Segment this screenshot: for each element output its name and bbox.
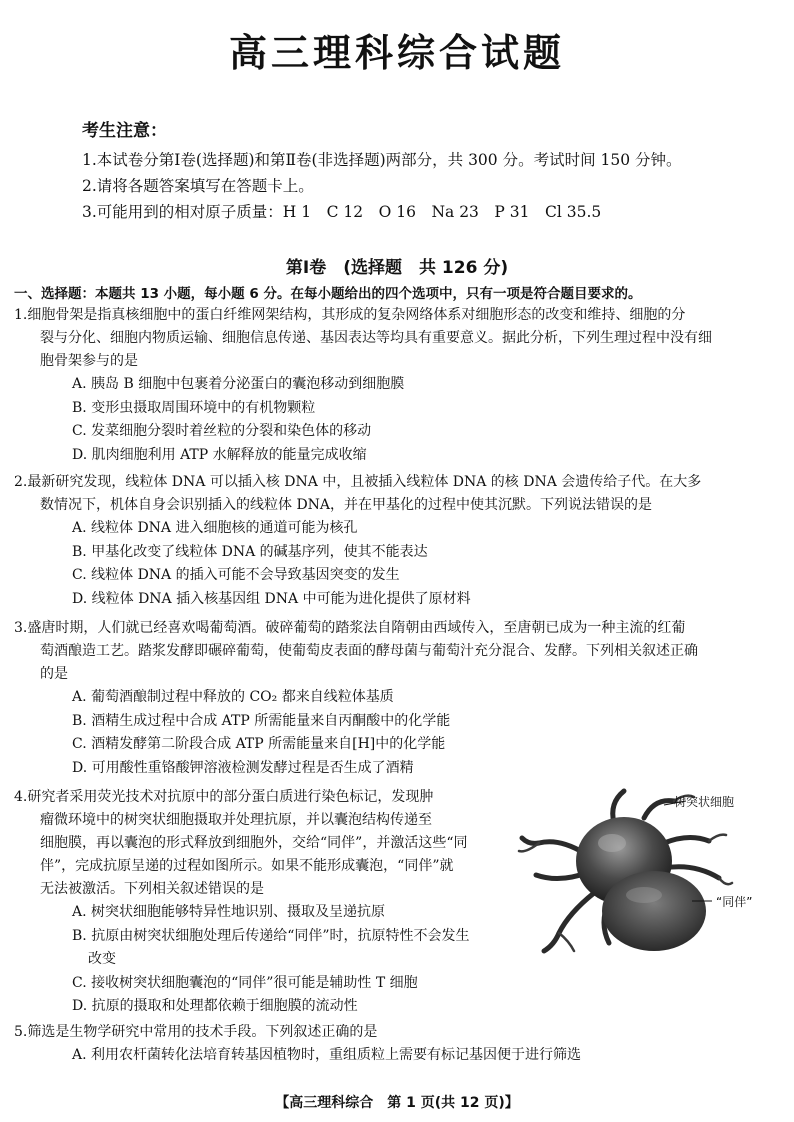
question-stem: 1.细胞骨架是指真核细胞中的蛋白纤维网架结构，其形成的复杂网络体系对细胞形态的改变和维持、细胞的分 xyxy=(14,307,686,323)
question-stem: 无法被激活。下列相关叙述错误的是 xyxy=(40,881,264,897)
question-2 xyxy=(14,471,780,611)
notice-heading: 考生注意： xyxy=(82,121,167,141)
option-a: A. 葡萄酒酿制过程中释放的 CO₂ 都来自线粒体基质 xyxy=(72,689,394,705)
figure-label-dendritic-cell: 树突状细胞 xyxy=(674,795,735,809)
question-4 xyxy=(14,786,504,1019)
question-stem: 细胞膜，再以囊泡的形式释放到细胞外，交给“同伴”，并激活这些“同 xyxy=(40,835,468,851)
page-title: 高三理科综合试题 xyxy=(228,31,565,75)
question-stem: 数情况下，机体自身会识别插入的线粒体 DNA，并在甲基化的过程中使其沉默。下列说法错误的是 xyxy=(40,497,653,513)
notice-block xyxy=(82,116,782,225)
option-b-continued: 改变 xyxy=(88,951,116,967)
question-stem: 瘤微环境中的树突状细胞摄取并处理抗原，并以囊泡结构传递至 xyxy=(40,812,432,828)
notice-item: 3.可能用到的相对原子质量：H 1 C 12 O 16 Na 23 P 31 Cl 35.5 xyxy=(82,203,602,221)
option-c: C. 线粒体 DNA 的插入可能不会导致基因突变的发生 xyxy=(72,567,400,583)
question-stem: 3.盛唐时期，人们就已经喜欢喝葡萄酒。破碎葡萄的踏浆法自隋朝由西域传入，至唐朝已成为一种主流的红葡 xyxy=(14,620,686,636)
figure-label-partner: “同伴” xyxy=(716,895,753,909)
option-b: B. 变形虫摄取周围环境中的有机物颗粒 xyxy=(72,399,316,416)
dendritic-cell-figure xyxy=(514,783,753,958)
question-5 xyxy=(14,1021,780,1068)
option-a: A. 利用农杆菌转化法培育转基因植物时，重组质粒上需要有标记基因便于进行筛选 xyxy=(72,1047,582,1063)
option-c: C. 接收树突状细胞囊泡的“同伴”很可能是辅助性 T 细胞 xyxy=(72,974,418,991)
option-c: C. 发菜细胞分裂时着丝粒的分裂和染色体的移动 xyxy=(72,423,372,439)
question-stem: 萄酒酿造工艺。踏浆发酵即碾碎葡萄，使葡萄皮表面的酵母菌与葡萄汁充分混合、发酵。下列相关叙述正确 xyxy=(40,643,698,659)
question-stem: 的是 xyxy=(40,666,68,682)
question-stem: 胞骨架参与的是 xyxy=(40,353,138,369)
option-a: A. 线粒体 DNA 进入细胞核的通道可能为核孔 xyxy=(72,520,358,536)
option-b: B. 甲基化改变了线粒体 DNA 的碱基序列，使其不能表达 xyxy=(72,543,428,560)
question-stem: 4.研究者采用荧光技术对抗原中的部分蛋白质进行染色标记，发现肿 xyxy=(14,789,434,805)
notice-item: 2.请将各题答案填写在答题卡上。 xyxy=(82,177,314,195)
option-b: B. 抗原由树突状细胞处理后传递给“同伴”时，抗原特性不会发生 xyxy=(72,927,470,944)
question-stem: 裂与分化、细胞内物质运输、细胞信息传递、基因表达等均具有重要意义。据此分析，下列生理过程中没有细 xyxy=(40,330,712,346)
question-stem: 伴”，完成抗原呈递的过程如图所示。如果不能形成囊泡，“同伴”就 xyxy=(40,858,454,874)
option-d: D. 线粒体 DNA 插入核基因组 DNA 中可能为进化提供了原材料 xyxy=(72,590,471,607)
option-a: A. 树突状细胞能够特异性地识别、摄取及呈递抗原 xyxy=(72,904,386,920)
option-d: D. 抗原的摄取和处理都依赖于细胞膜的流动性 xyxy=(72,998,358,1014)
option-d: D. 可用酸性重铬酸钾溶液检测发酵过程是否生成了酒精 xyxy=(72,759,414,776)
page-footer: 【高三理科综合 第 1 页(共 12 页)】 xyxy=(275,1095,519,1111)
question-3 xyxy=(14,617,780,780)
section-title: 第Ⅰ卷 (选择题 共 126 分) xyxy=(285,258,509,278)
option-d: D. 肌肉细胞利用 ATP 水解释放的能量完成收缩 xyxy=(72,446,367,463)
question-stem: 5.筛选是生物学研究中常用的技术手段。下列叙述正确的是 xyxy=(14,1024,378,1040)
question-stem: 2.最新研究发现，线粒体 DNA 可以插入核 DNA 中，且被插入线粒体 DNA 的核 DNA 会遗传给子代。在大多 xyxy=(14,474,702,490)
question-1 xyxy=(14,304,780,467)
section-instruction: 一、选择题：本题共 13 小题，每小题 6 分。在每小题给出的四个选项中，只有一项是符合题目要求的。 xyxy=(14,286,642,302)
option-b: B. 酒精生成过程中合成 ATP 所需能量来自丙酮酸中的化学能 xyxy=(72,712,451,729)
option-c: C. 酒精发酵第二阶段合成 ATP 所需能量来自[H]中的化学能 xyxy=(72,736,446,752)
notice-item: 1.本试卷分第Ⅰ卷(选择题)和第Ⅱ卷(非选择题)两部分，共 300 分。考试时间 150 分钟。 xyxy=(82,151,682,169)
option-a: A. 胰岛 B 细胞中包裹着分泌蛋白的囊泡移动到细胞膜 xyxy=(72,376,405,392)
